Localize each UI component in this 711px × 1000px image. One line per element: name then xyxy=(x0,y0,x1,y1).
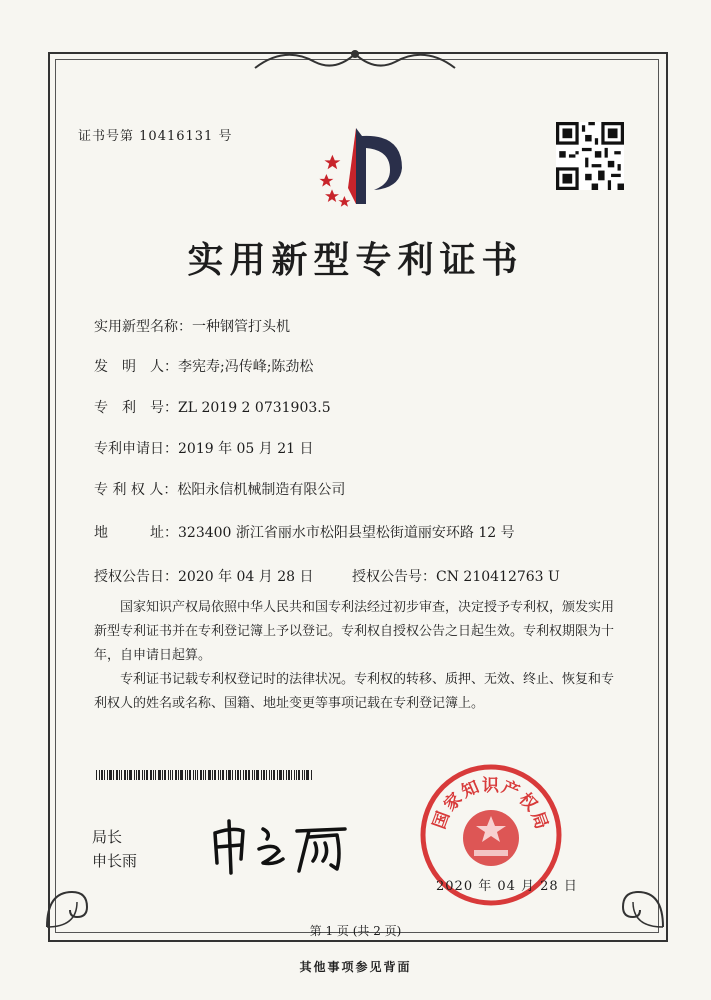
page-indicator: 第 1 页 (共 2 页) xyxy=(309,924,402,938)
field-label: 专利申请日： xyxy=(94,441,178,457)
field-value: 松阳永信机械制造有限公司 xyxy=(177,482,346,498)
field-label: 发 明 人： xyxy=(94,359,178,375)
field-patent-number xyxy=(94,397,331,417)
patent-office-logo-icon xyxy=(318,118,410,210)
field-value: ZL 2019 2 0731903.5 xyxy=(178,400,331,416)
seal-character: 家 xyxy=(439,789,467,816)
field-label: 授权公告号： xyxy=(352,569,436,585)
barcode-icon xyxy=(96,770,314,780)
field-value: 2019 年 05 月 21 日 xyxy=(178,441,314,457)
field-value: 2020 年 04 月 28 日 xyxy=(178,569,314,585)
seal-character: 局 xyxy=(526,808,552,832)
field-label: 专 利 权 人： xyxy=(94,482,178,498)
qr-code-icon xyxy=(556,122,624,190)
field-grant-number xyxy=(352,566,560,586)
field-label: 实用新型名称： xyxy=(94,319,192,335)
field-value: CN 210412763 U xyxy=(436,569,560,585)
seal-character: 国 xyxy=(429,808,455,832)
footer-note: 其他事项参见背面 xyxy=(299,960,412,974)
field-label: 授权公告日： xyxy=(94,569,178,585)
director-role: 局长 xyxy=(92,828,123,846)
field-label: 专 利 号： xyxy=(94,400,178,416)
seal-character: 产 xyxy=(499,777,523,803)
certificate-number-label: 证书号第 xyxy=(78,129,135,144)
field-application-date xyxy=(94,438,314,458)
field-utility-model-name xyxy=(94,316,290,336)
certificate-number-suffix: 号 xyxy=(218,129,233,144)
field-value: 323400 浙江省丽水市松阳县望松街道丽安环路 12 号 xyxy=(178,525,515,541)
certificate-title: 实用新型专利证书 xyxy=(187,239,524,281)
field-label: 地 址： xyxy=(94,525,178,541)
certificate-number xyxy=(78,125,232,144)
seal-character: 知 xyxy=(458,777,482,803)
issue-date: 2020 年 04 月 28 日 xyxy=(436,879,578,894)
field-grant-date xyxy=(94,566,314,586)
seal-character: 权 xyxy=(514,789,542,816)
director-name: 申长雨 xyxy=(92,852,138,870)
field-patentee xyxy=(94,479,345,499)
top-ornament-icon xyxy=(245,40,465,80)
field-inventor xyxy=(94,356,313,376)
field-value: 李宪寿;冯传峰;陈劲松 xyxy=(178,359,314,375)
certificate-paragraph-1: 国家知识产权局依照中华人民共和国专利法经过初步审查，决定授予专利权，颁发实用新型专利证书并在专利登记簿上予以登记。专利权自授权公告之日起生效。专利权期限为十年，自申请日起算。 xyxy=(94,600,615,663)
field-address xyxy=(94,522,515,542)
certificate-paragraph-2: 专利证书记载专利权登记时的法律状况。专利权的转移、质押、无效、终止、恢复和专利权人的姓名或名称、国籍、地址变更等事项记载在专利登记簿上。 xyxy=(94,672,615,711)
certificate-number-value: 10416131 xyxy=(139,129,214,144)
director-signature-icon xyxy=(205,815,355,877)
field-value: 一种钢管打头机 xyxy=(192,319,290,335)
seal-character: 识 xyxy=(482,776,499,796)
